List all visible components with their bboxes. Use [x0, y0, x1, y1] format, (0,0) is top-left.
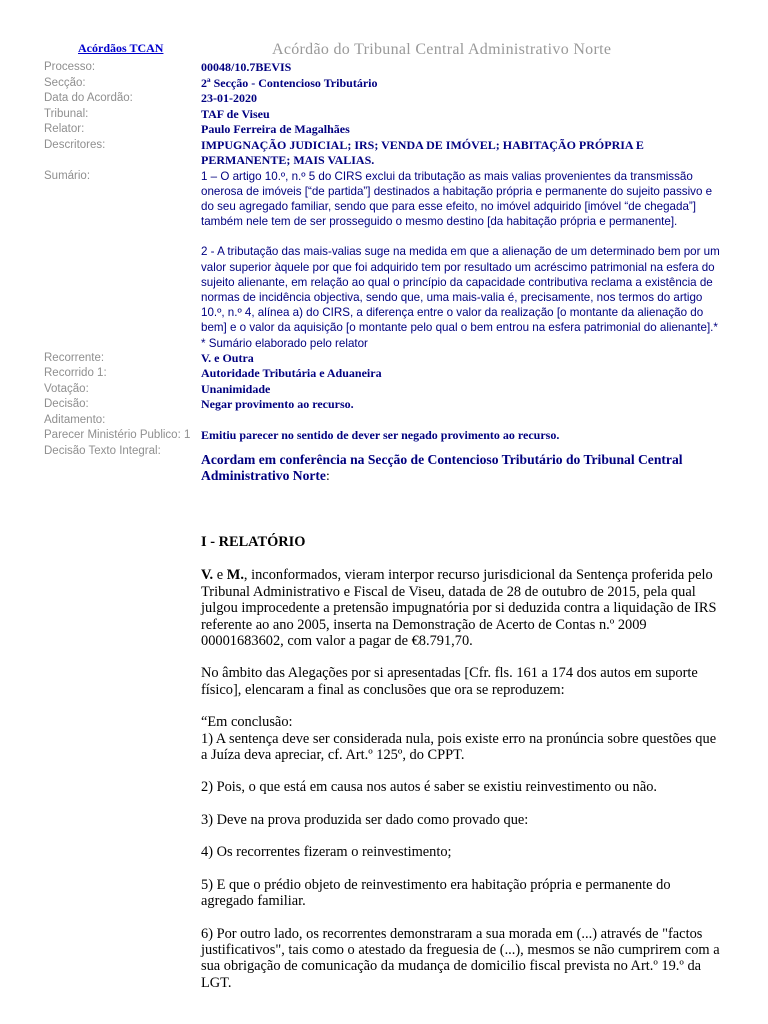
- row-recorrido: [44, 366, 724, 382]
- value-decisao: Negar provimento ao recurso.: [201, 397, 354, 412]
- metadata-table: [44, 60, 724, 459]
- conclusions-intro: “Em conclusão:: [201, 714, 293, 731]
- sumario-paragraph-1: 1 – O artigo 10.º, n.º 5 do CIRS exclui da tributação as mais valias provenientes da transmissão onerosa de imóveis [“de partida”] destinados a habitação própria e permanente do sujeito passivo e do seu agregado familiar, sendo que para esse efeito, no imóvel adquirido [imóvel “de chegada”] também nele tem de ser prosseguido o mesmo destino [da habitação própria e permanente].: [201, 169, 713, 229]
- decision-full-text: [201, 452, 723, 991]
- value-descritores: IMPUGNAÇÃO JUDICIAL; IRS; VENDA DE IMÓVEL; HABITAÇÃO PRÓPRIA E PERMANENTE; MAIS VALIAS.: [201, 137, 644, 167]
- value-processo: 00048/10.7BEVIS: [201, 60, 292, 74]
- value-sumario: [201, 169, 724, 351]
- conclusion-5: 5) E que o prédio objeto de reinvestimento era habitação própria e permanente do agregado familiar.: [201, 876, 671, 910]
- row-data: [44, 91, 724, 107]
- label-sumario: Sumário:: [44, 169, 91, 182]
- row-recorrente: [44, 351, 724, 367]
- value-votacao: Unanimidade: [201, 381, 271, 396]
- label-aditamento: Aditamento:: [44, 413, 106, 426]
- value-tribunal: TAF de Viseu: [201, 106, 270, 121]
- label-recorrente: Recorrente:: [44, 351, 105, 364]
- opening-statement-bold: Acordam em conferência na Secção de Contencioso Tributário do Tribunal Central Administrativo Norte: [201, 452, 683, 483]
- row-parecer: [44, 428, 724, 444]
- label-recorrido: Recorrido 1:: [44, 367, 107, 380]
- value-relator: Paulo Ferreira de Magalhães: [201, 122, 350, 136]
- appellant-name-v: V.: [201, 567, 214, 584]
- value-recorrente: V. e Outra: [201, 350, 254, 365]
- row-descritores: [44, 138, 724, 169]
- value-aditamento: [201, 413, 724, 429]
- section-heading-relatorio: I - RELATÓRIO: [201, 534, 306, 550]
- paragraph-allegations: No âmbito das Alegações por si apresentadas [Cfr. fls. 161 a 174 dos autos em suporte físico], elencaram a final as conclusões que ora se reproduzem:: [201, 665, 698, 698]
- label-seccao: Secção:: [44, 76, 86, 89]
- row-decisao: [44, 397, 724, 413]
- value-data: 23-01-2020: [201, 91, 257, 105]
- row-aditamento: [44, 413, 724, 429]
- row-votacao: [44, 382, 724, 398]
- label-descritores: Descritores:: [44, 138, 106, 151]
- row-tribunal: [44, 107, 724, 123]
- label-decisao: Decisão:: [44, 398, 89, 411]
- paragraph-appeal: V. e M., inconformados, vieram interpor recurso jurisdicional da Sentença proferida pelo Tribunal Administrativo e Fiscal de Viseu, datada de 28 de outubro de 2015, pela qual julgou improcedente a pretensão impugnatória por si deduzida contra a liquidação de IRS referente ao ano 2005, inserta na Demonstração de Acerto de Contas n.º 2009 00001683602, com valor a pagar de €8.791,70.: [201, 567, 717, 650]
- value-recorrido: Autoridade Tributária e Aduaneira: [201, 366, 382, 381]
- label-data: Data do Acordão:: [44, 92, 133, 104]
- label-tribunal: Tribunal:: [44, 107, 89, 120]
- page-title: Acórdão do Tribunal Central Administrativo Norte: [272, 41, 612, 58]
- value-seccao: 2ª Secção - Contencioso Tributário: [201, 75, 378, 90]
- paragraph-appeal-text: , inconformados, vieram interpor recurso jurisdicional da Sentença proferida pelo Tribunal Administrativo e Fiscal de Viseu, datada de 28 de outubro de 2015, pela qual julgou improcedente a pretensão impugnatória por si deduzida contra a liquidação de IRS referente ao ano 2005, inserta na Demonstração de Acerto de Contas n.º 2009 00001683602, com valor a pagar de €8.791,70.: [201, 567, 717, 650]
- conclusion-6: 6) Por outro lado, os recorrentes demonstraram a sua morada em (...) através de "factos justificativos", tais como o atestado da freguesia de (...), mesmos se não cumprirem com a sua obrigação de comunicação da mudança de domicilio fiscal prevista no Art.º 19.º da LGT.: [201, 925, 720, 991]
- label-relator: Relator:: [44, 123, 85, 135]
- acordaos-tcan-link[interactable]: Acórdãos TCAN: [78, 41, 164, 55]
- appellant-name-m: M.: [226, 567, 244, 584]
- label-processo: Processo:: [44, 61, 96, 73]
- row-processo: [44, 60, 724, 76]
- opening-statement-tail: :: [325, 468, 330, 483]
- conclusion-1: 1) A sentença deve ser considerada nula, pois existe erro na pronúncia sobre questões que a Juíza deva apreciar, cf. Art.º 125º, do CPPT.: [201, 730, 717, 764]
- label-parecer: Parecer Ministério Publico: 1: [44, 429, 191, 442]
- conclusion-4: 4) Os recorrentes fizeram o reinvestimento;: [201, 844, 452, 861]
- sumario-note: * Sumário elaborado pelo relator: [201, 336, 368, 350]
- row-relator: [44, 122, 724, 138]
- value-parecer: Emitiu parecer no sentido de dever ser negado provimento ao recurso.: [201, 428, 560, 443]
- row-seccao: [44, 76, 724, 92]
- row-sumario: [44, 169, 724, 351]
- conclusion-2: 2) Pois, o que está em causa nos autos é saber se existiu reinvestimento ou não.: [201, 779, 657, 796]
- conclusion-3: 3) Deve na prova produzida ser dado como provado que:: [201, 811, 529, 828]
- label-votacao: Votação:: [44, 382, 89, 395]
- label-texto-integral: Decisão Texto Integral:: [44, 444, 161, 457]
- sumario-paragraph-2: 2 - A tributação das mais-valias suge na medida em que a alienação de um determinado bem por um valor superior àquele por que foi adquirido tem por resultado um acréscimo patrimonial na esfera do sujeito alienante, em relação ao qual o princípio da capacidade contributiva reclama a existência de normas de incidência objectiva, sendo que, uma mais-valia é, precisamente, nos termos do artigo 10.º, n.º 4, alínea a) do CIRS, a diferença entre o valor da realização [o montante da alienação do bem] e o valor da aquisição [o montante pelo qual o bem entrou na esfera patrimonial do alienante].*: [201, 245, 720, 335]
- opening-statement: [201, 452, 723, 484]
